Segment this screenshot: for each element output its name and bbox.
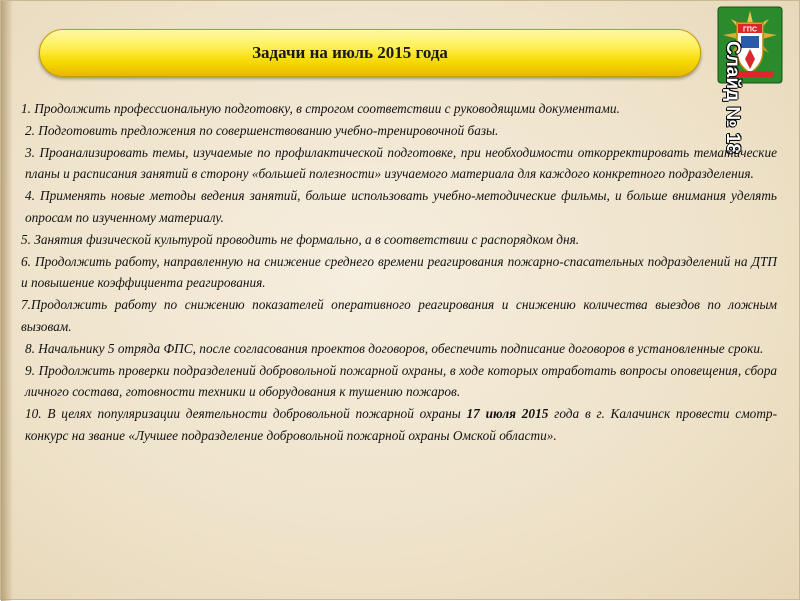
item-10-date: 17 июля 2015 (466, 406, 549, 422)
task-list (21, 98, 777, 447)
item-10-text: 10. В целях популяризации деятельности добровольной пожарной охраны (25, 406, 467, 422)
list-item: 1. Продолжить профессиональную подготовку, в строгом соответствии с руководящими документами. (21, 101, 620, 116)
emblem-label: ГПС (742, 26, 758, 34)
slide-number: Слайд № 18 (722, 41, 743, 154)
list-item: 4. Применять новые методы ведения занятий, больше использовать учебно-методические фильмы, и больше внимания уделять опросам по изученному материалу. (25, 188, 777, 225)
title-banner (39, 29, 701, 77)
list-item: 6. Продолжить работу, направленную на снижение среднего времени реагирования пожарно-спасательных подразделений на ДТП и повышение коэффициента реагирования. (21, 253, 777, 291)
list-item: 3. Проанализировать темы, изучаемые по профилактической подготовке, при необходимости откорректировать тематические планы и расписания занятий в сторону «большей полезности» изучаемого материала для каждого конкретного подразделения. (25, 144, 777, 182)
list-item: 5. Занятия физической культурой проводить не формально, а в соответствии с распорядком дня. (21, 231, 580, 247)
slide-title: Задачи на июль 2015 года (252, 43, 448, 62)
list-item: 9. Продолжить проверки подразделений добровольной пожарной охраны, в ходе которых отработать вопросы оповещения, сбора личного состава, готовности техники и оборудования к тушению пожаров. (25, 362, 777, 400)
list-item: 7.Продолжить работу по снижению показателей оперативного реагирования и снижению количества выездов по ложным вызовам. (21, 297, 777, 334)
item-10-text-end: года в г. Калачинск провести смотр-конкурс на звание «Лучшее подразделение добровольной пожарной охраны Омской области». (25, 406, 778, 443)
list-item (21, 403, 777, 447)
list-item: 8. Начальнику 5 отряда ФПС, после согласования проектов договоров, обеспечить подписание договоров в установленные сроки. (25, 340, 764, 356)
list-item: 2. Подготовить предложения по совершенствованию учебно-тренировочной базы. (25, 122, 499, 138)
